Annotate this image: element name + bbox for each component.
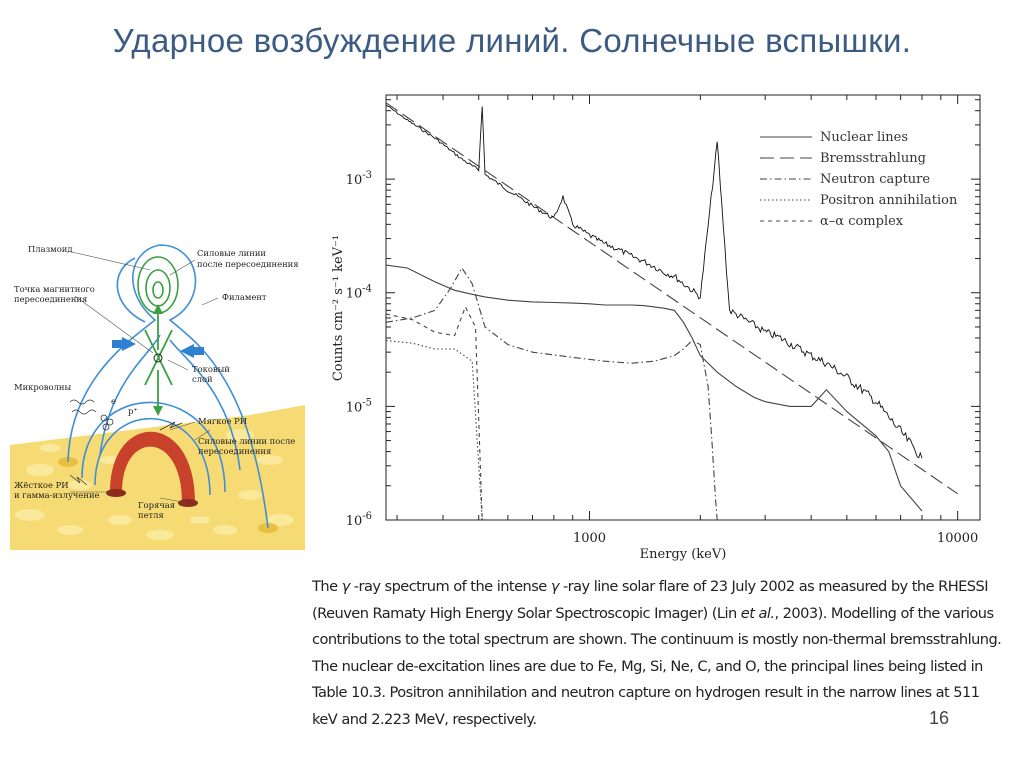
solar-flare-diagram [10,230,305,550]
label-field-lines-after: Силовые линии [197,248,266,258]
label-field-lines-after-b-2: пересоединения [198,446,272,456]
label-reconnection-point-2: пересоединения [14,294,88,304]
y-tick-base: 10 [345,286,363,302]
label-soft-xray: Мягкое РИ [198,416,248,426]
y-axis-label: Counts cm⁻² s⁻¹ keV⁻¹ [331,234,346,382]
y-tick-exponent: -3 [362,170,372,182]
legend-entry: Neutron capture [820,172,931,187]
legend-entry: Bremsstrahlung [820,151,926,166]
caption-text-2: -ray spectrum of the intense [349,578,551,595]
caption-text-3: -ray line solar flare of 23 July 2002 as measured by the RHESSI (Reuven Ramaty High Energy Solar Spectroscopic Imager) (Lin [312,578,988,622]
legend [760,130,958,229]
y-tick-exponent: -4 [362,283,372,295]
series-line [386,307,482,520]
y-tick-base: 10 [345,514,363,529]
caption-gamma-2: γ [550,578,559,595]
label-proton: p⁺ [128,406,138,416]
label-current-sheet: Токовый [192,364,230,374]
y-tick-base: 10 [345,173,363,189]
x-tick-label: 10000 [936,531,979,546]
caption-paragraph [312,574,1002,733]
x-axis-label: Energy (keV) [639,547,727,562]
label-field-lines-after-2: после пересоединения [197,259,299,269]
y-tick-base: 10 [345,400,363,416]
y-tick-label [346,170,372,188]
label-hard-xray-2: и гамма-излучение [14,490,100,500]
x-tick-label: 1000 [572,531,607,546]
rhessi-spectrum-chart [320,90,1000,570]
label-hot-loop-2: петля [138,510,164,520]
label-plasmoid: Плазмоид [28,244,73,254]
label-microwaves: Микроволны [14,382,72,392]
label-hard-xray: Жёсткое РИ [14,480,69,490]
label-electron: e [111,396,116,406]
y-tick-exponent: -6 [362,511,372,522]
page-number: 16 [928,708,949,728]
figure-caption [312,574,1002,733]
caption-text-1: The [312,578,342,595]
legend-entry: Nuclear lines [820,130,909,145]
caption-et-al: et al. [740,604,775,622]
series-line [386,268,717,520]
slide-title: Ударное возбуждение линий. Солнечные вспышки. [112,22,912,59]
series-line [386,341,482,521]
caption-text-4: , 2003). Modelling of the various contributions to the total spectrum are shown. The continuum is mostly non-thermal bremsstrahlung. The nuclear de-excitation lines are due to Fe, Mg, Si, Ne, C, and O, the principal lines being listed in Table 10.3. Positron annihilation and neutron capture on hydrogen result in the narrow lines at 511 keV and 2.223 MeV, respectively. [312,604,1002,728]
y-tick-label [346,284,372,302]
legend-entry: Positron annihilation [820,193,958,208]
series-line [386,265,922,511]
hot-loop-foot-left [106,489,126,497]
y-tick-exponent: -5 [362,397,372,409]
label-filament: Филамент [222,292,267,302]
label-current-sheet-2: слой [192,374,213,384]
label-hot-loop: Горячая [138,500,176,510]
caption-gamma-1: γ [341,578,350,595]
y-tick-label [346,511,372,529]
y-tick-label [346,397,372,415]
legend-entry: α–α complex [820,214,904,229]
label-reconnection-point: Точка магнитного [14,284,95,294]
label-field-lines-after-b: Силовые линии после [198,436,296,446]
